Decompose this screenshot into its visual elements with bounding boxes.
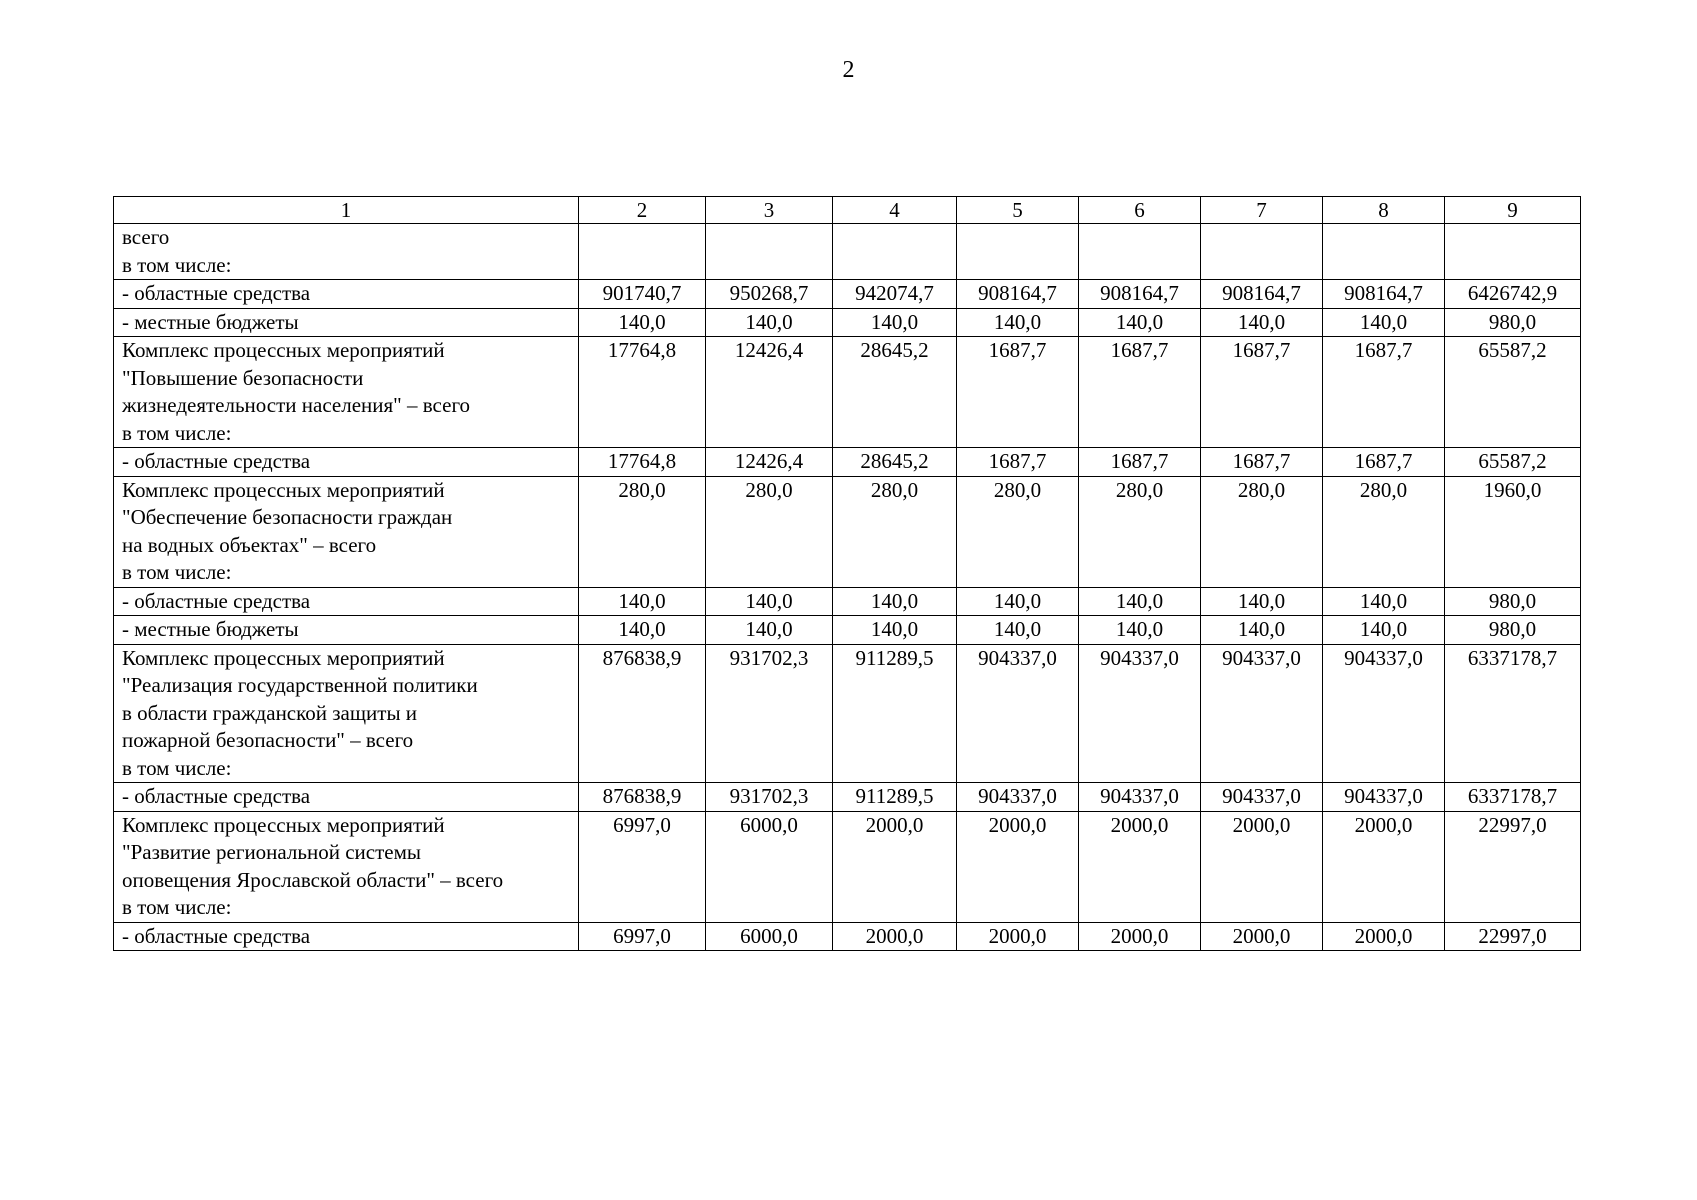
value-cell: 1687,7	[1079, 448, 1201, 477]
value-cell: 28645,2	[833, 337, 957, 448]
table-row	[114, 476, 1581, 587]
row-label-line: - областные средства	[122, 923, 311, 948]
table-row	[114, 811, 1581, 922]
value-cell: 2000,0	[1323, 922, 1445, 951]
value-cell: 980,0	[1445, 587, 1581, 616]
value-cell: 65587,2	[1445, 337, 1581, 448]
header-cell: 5	[957, 197, 1079, 224]
table-row	[114, 922, 1581, 951]
value-cell: 22997,0	[1445, 922, 1581, 951]
value-cell: 904337,0	[957, 644, 1079, 783]
value-cell: 1687,7	[1201, 337, 1323, 448]
value-cell: 280,0	[706, 476, 833, 587]
value-cell: 876838,9	[579, 783, 706, 812]
value-cell: 140,0	[579, 587, 706, 616]
row-label-cell	[114, 644, 579, 783]
value-cell: 904337,0	[1323, 644, 1445, 783]
value-cell: 280,0	[957, 476, 1079, 587]
row-label-cell	[114, 476, 579, 587]
value-cell: 140,0	[1201, 308, 1323, 337]
row-label-line: "Повышение безопасности	[122, 365, 364, 390]
value-cell: 6337178,7	[1445, 644, 1581, 783]
row-label-line: Комплекс процессных мероприятий	[122, 812, 445, 837]
row-label-line: всего	[122, 225, 170, 249]
value-cell: 911289,5	[833, 644, 957, 783]
row-label-line: в том числе:	[122, 895, 232, 919]
value-cell: 904337,0	[1079, 644, 1201, 783]
value-cell: 6997,0	[579, 922, 706, 951]
value-cell	[957, 224, 1079, 280]
row-label-line: оповещения Ярославской области" – всего	[122, 867, 504, 892]
value-cell: 901740,7	[579, 280, 706, 309]
value-cell: 931702,3	[706, 644, 833, 783]
table-row	[114, 280, 1581, 309]
value-cell: 140,0	[957, 616, 1079, 645]
row-label-line: пожарной безопасности" – всего	[122, 728, 414, 752]
value-cell: 876838,9	[579, 644, 706, 783]
value-cell	[1445, 224, 1581, 280]
value-cell	[579, 224, 706, 280]
value-cell: 980,0	[1445, 308, 1581, 337]
value-cell	[706, 224, 833, 280]
row-label-cell	[114, 308, 579, 337]
header-cell: 1	[114, 197, 579, 224]
value-cell: 65587,2	[1445, 448, 1581, 477]
value-cell: 280,0	[1201, 476, 1323, 587]
value-cell: 17764,8	[579, 337, 706, 448]
value-cell: 140,0	[1323, 616, 1445, 645]
row-label-line: - областные средства	[122, 588, 311, 613]
value-cell: 140,0	[1201, 587, 1323, 616]
value-cell	[1323, 224, 1445, 280]
value-cell: 6997,0	[579, 811, 706, 922]
header-cell: 6	[1079, 197, 1201, 224]
row-label-line: - областные средства	[122, 784, 311, 808]
value-cell: 140,0	[1323, 308, 1445, 337]
row-label-line: - местные бюджеты	[122, 617, 299, 641]
table-row	[114, 337, 1581, 448]
header-cell: 9	[1445, 197, 1581, 224]
value-cell: 280,0	[833, 476, 957, 587]
value-cell: 140,0	[1079, 308, 1201, 337]
value-cell: 140,0	[706, 587, 833, 616]
table-row	[114, 308, 1581, 337]
table-row	[114, 644, 1581, 783]
value-cell: 904337,0	[957, 783, 1079, 812]
row-label-cell	[114, 224, 579, 280]
row-label-line: Комплекс процессных мероприятий	[122, 338, 445, 362]
value-cell: 140,0	[706, 308, 833, 337]
value-cell: 942074,7	[833, 280, 957, 309]
row-label-cell	[114, 811, 579, 922]
row-label-cell	[114, 922, 579, 951]
value-cell: 2000,0	[1201, 811, 1323, 922]
row-label-cell	[114, 448, 579, 477]
value-cell: 140,0	[957, 308, 1079, 337]
value-cell: 980,0	[1445, 616, 1581, 645]
value-cell: 1960,0	[1445, 476, 1581, 587]
value-cell: 1687,7	[1323, 337, 1445, 448]
table-row	[114, 448, 1581, 477]
header-cell: 4	[833, 197, 957, 224]
row-label-line: - областные средства	[122, 449, 311, 473]
value-cell: 6000,0	[706, 922, 833, 951]
table-row	[114, 224, 1581, 280]
header-cell: 3	[706, 197, 833, 224]
value-cell: 140,0	[1079, 616, 1201, 645]
header-cell: 8	[1323, 197, 1445, 224]
value-cell: 140,0	[1323, 587, 1445, 616]
row-label-line: на водных объектах" – всего	[122, 532, 377, 557]
value-cell	[833, 224, 957, 280]
value-cell: 2000,0	[957, 811, 1079, 922]
value-cell: 1687,7	[1079, 337, 1201, 448]
value-cell: 931702,3	[706, 783, 833, 812]
value-cell: 140,0	[833, 308, 957, 337]
value-cell: 280,0	[1323, 476, 1445, 587]
value-cell: 140,0	[1079, 587, 1201, 616]
row-label-line: в области гражданской защиты и	[122, 700, 418, 725]
value-cell: 140,0	[957, 587, 1079, 616]
value-cell: 908164,7	[1323, 280, 1445, 309]
value-cell: 2000,0	[957, 922, 1079, 951]
table-row	[114, 783, 1581, 812]
value-cell: 2000,0	[1201, 922, 1323, 951]
row-label-cell	[114, 337, 579, 448]
row-label-line: - местные бюджеты	[122, 309, 299, 334]
row-label-line: в том числе:	[122, 560, 232, 584]
row-label-line: "Реализация государственной политики	[122, 673, 478, 697]
row-label-line: в том числе:	[122, 420, 232, 445]
value-cell: 12426,4	[706, 448, 833, 477]
row-label-line: "Обеспечение безопасности граждан	[122, 505, 453, 529]
value-cell: 2000,0	[1079, 922, 1201, 951]
row-label-line: - областные средства	[122, 281, 311, 305]
value-cell: 908164,7	[1201, 280, 1323, 309]
value-cell: 140,0	[706, 616, 833, 645]
table-row	[114, 587, 1581, 616]
value-cell: 140,0	[579, 308, 706, 337]
row-label-line: "Развитие региональной системы	[122, 840, 421, 864]
value-cell: 6000,0	[706, 811, 833, 922]
row-label-cell	[114, 616, 579, 645]
value-cell: 904337,0	[1079, 783, 1201, 812]
value-cell: 950268,7	[706, 280, 833, 309]
value-cell: 140,0	[833, 587, 957, 616]
table-header-row	[114, 197, 1581, 224]
value-cell: 140,0	[579, 616, 706, 645]
value-cell: 140,0	[1201, 616, 1323, 645]
value-cell: 2000,0	[833, 922, 957, 951]
value-cell	[1079, 224, 1201, 280]
budget-table	[113, 196, 1581, 951]
value-cell: 6337178,7	[1445, 783, 1581, 812]
table-row	[114, 616, 1581, 645]
value-cell	[1201, 224, 1323, 280]
value-cell: 280,0	[1079, 476, 1201, 587]
value-cell: 904337,0	[1323, 783, 1445, 812]
value-cell: 12426,4	[706, 337, 833, 448]
value-cell: 140,0	[833, 616, 957, 645]
value-cell: 911289,5	[833, 783, 957, 812]
value-cell: 904337,0	[1201, 783, 1323, 812]
value-cell: 1687,7	[1201, 448, 1323, 477]
value-cell: 908164,7	[1079, 280, 1201, 309]
value-cell: 904337,0	[1201, 644, 1323, 783]
row-label-line: в том числе:	[122, 755, 232, 780]
value-cell: 1687,7	[957, 337, 1079, 448]
row-label-cell	[114, 280, 579, 309]
page-number: 2	[842, 57, 855, 83]
value-cell: 28645,2	[833, 448, 957, 477]
value-cell: 908164,7	[957, 280, 1079, 309]
value-cell: 280,0	[579, 476, 706, 587]
row-label-line: жизнедеятельности населения" – всего	[122, 393, 471, 417]
header-cell: 7	[1201, 197, 1323, 224]
value-cell: 1687,7	[957, 448, 1079, 477]
row-label-cell	[114, 783, 579, 812]
row-label-line: Комплекс процессных мероприятий	[122, 477, 445, 502]
value-cell: 22997,0	[1445, 811, 1581, 922]
value-cell: 1687,7	[1323, 448, 1445, 477]
value-cell: 2000,0	[833, 811, 957, 922]
row-label-line: в том числе:	[122, 252, 232, 277]
row-label-line: Комплекс процессных мероприятий	[122, 645, 445, 670]
value-cell: 17764,8	[579, 448, 706, 477]
value-cell: 2000,0	[1323, 811, 1445, 922]
value-cell: 6426742,9	[1445, 280, 1581, 309]
table-body	[114, 197, 1581, 951]
value-cell: 2000,0	[1079, 811, 1201, 922]
header-cell: 2	[579, 197, 706, 224]
row-label-cell	[114, 587, 579, 616]
